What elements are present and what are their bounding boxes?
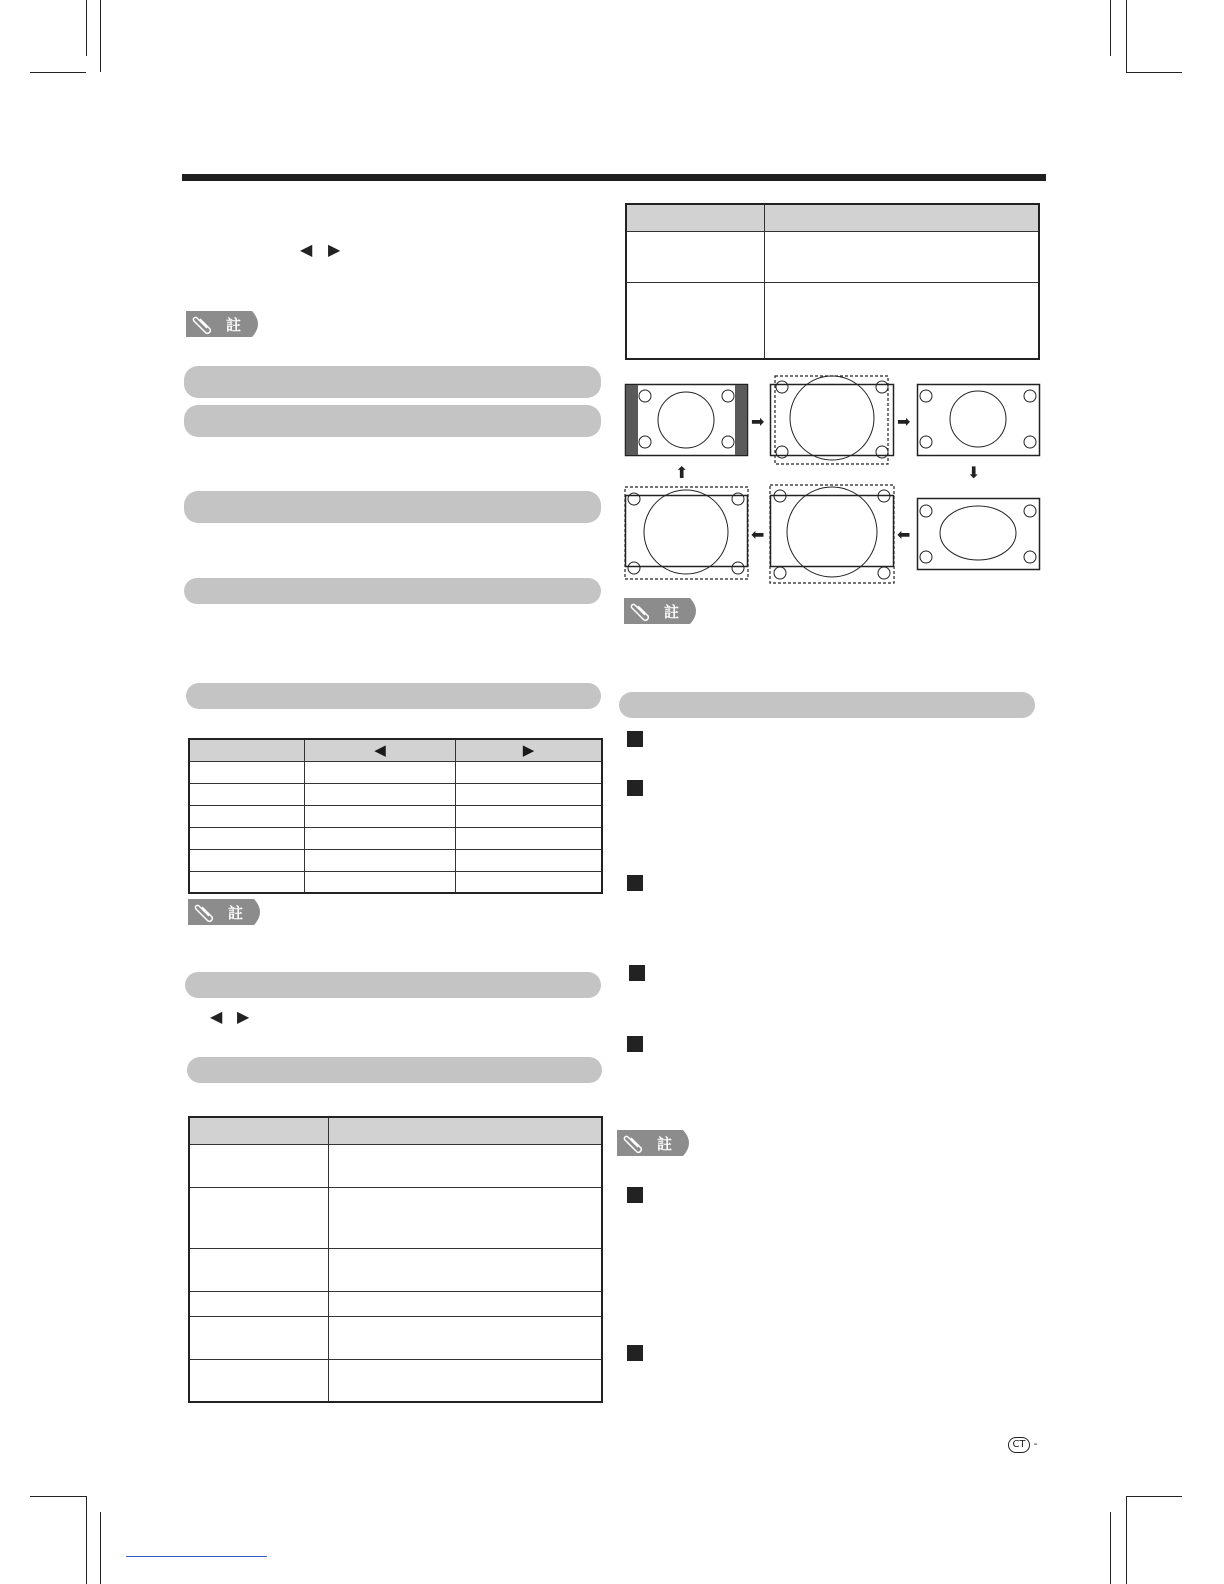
cursor-right-icon: ▶ — [237, 1007, 250, 1026]
screen-mode-5 — [770, 485, 894, 583]
mode-table — [625, 203, 1040, 360]
step-marker — [627, 780, 643, 796]
arrow-down-icon: ⬇ — [967, 463, 981, 482]
step-marker — [627, 1187, 643, 1203]
crop-mark — [1126, 0, 1127, 72]
screen-mode-3 — [918, 385, 1040, 456]
step-marker — [627, 1345, 643, 1361]
cursor-right-icon: ▶ — [522, 741, 535, 760]
step-marker — [629, 965, 645, 981]
crop-mark — [30, 72, 86, 73]
cursor-left-icon: ◀ — [374, 741, 386, 760]
arrow-right-icon: ➡ — [897, 412, 911, 431]
section-header-bar — [184, 366, 601, 398]
screen-mode-6 — [918, 499, 1040, 570]
note-label: 註 — [226, 316, 242, 334]
page-suffix: - — [1033, 1437, 1038, 1450]
language-badge: CT — [1008, 1437, 1030, 1453]
screen-size-diagram — [620, 370, 1044, 590]
footer-link-line — [126, 1556, 267, 1557]
settings-table — [188, 1116, 603, 1403]
section-header-bar — [184, 578, 601, 604]
crop-mark — [100, 0, 101, 72]
adjustment-table — [188, 738, 603, 894]
crop-mark — [1126, 1496, 1127, 1584]
crop-mark — [1126, 72, 1182, 73]
section-header-bar — [187, 1057, 602, 1083]
crop-mark — [1110, 0, 1111, 56]
cursor-left-icon: ◀ — [210, 1007, 223, 1026]
screen-mode-2 — [771, 376, 894, 464]
crop-mark — [1126, 1496, 1182, 1497]
arrow-up-icon: ⬆ — [675, 463, 689, 482]
section-header-bar — [184, 405, 601, 437]
note-tag — [186, 311, 264, 337]
arrow-left-icon: ⬅ — [751, 525, 765, 544]
note-label: 註 — [228, 904, 244, 922]
crop-mark — [30, 1496, 86, 1497]
crop-mark — [100, 1512, 101, 1584]
step-marker — [627, 1036, 643, 1052]
arrow-right-icon: ➡ — [751, 412, 765, 431]
page-number — [1008, 1437, 1037, 1453]
section-header-bar — [619, 692, 1035, 718]
note-label: 註 — [664, 603, 680, 621]
arrow-left-icon: ⬅ — [897, 525, 911, 544]
note-tag — [188, 899, 266, 925]
step-marker — [627, 875, 643, 891]
step-marker — [627, 731, 643, 747]
cursor-left-icon: ◀ — [300, 240, 313, 259]
screen-mode-4 — [625, 487, 748, 579]
note-tag — [624, 598, 702, 624]
section-header-bar — [184, 491, 601, 523]
section-header-bar — [186, 683, 601, 709]
note-tag — [617, 1130, 695, 1156]
header-rule — [182, 174, 1046, 181]
section-header-bar — [185, 972, 601, 998]
screen-mode-1 — [626, 385, 748, 456]
crop-mark — [86, 0, 87, 56]
crop-mark — [1110, 1512, 1111, 1584]
note-label: 註 — [657, 1135, 673, 1153]
crop-mark — [86, 1496, 87, 1584]
cursor-right-icon: ▶ — [328, 240, 341, 259]
